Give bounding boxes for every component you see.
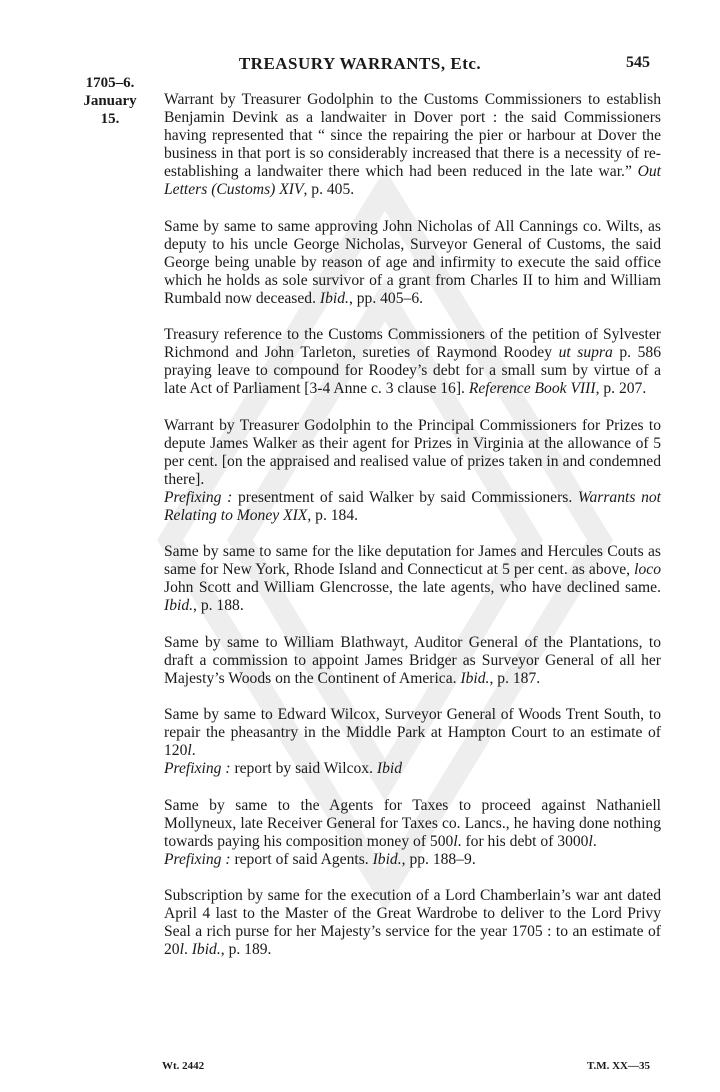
entry-text [164, 218, 661, 308]
body-text: , p. 189. [220, 941, 272, 958]
body-text: . [183, 941, 192, 958]
italic-text: Reference Book VIII [468, 380, 596, 397]
body-text: report of said Agents. [230, 850, 373, 868]
entry-text [164, 706, 661, 760]
entry [164, 326, 661, 398]
italic-text: l [588, 832, 593, 850]
entry [164, 706, 661, 778]
body-text: Same by same to Edward Wilcox, Surveyor General of Woods Trent South, to repair the pheasantry in the Middle Park at Hampton Court to an estimate of 120 [164, 706, 661, 759]
italic-text: l [179, 941, 184, 958]
margin-month: January [83, 93, 137, 109]
entry-prefix [164, 760, 661, 778]
italic-text: Ibid. [191, 941, 221, 958]
entry-text [164, 634, 661, 688]
entry-prefix [164, 489, 661, 525]
body-text: . [592, 832, 597, 850]
body-text: report by said Wilcox. [230, 760, 377, 777]
body-text: , p. 187. [489, 669, 541, 687]
italic-text: l [187, 742, 192, 759]
body-text: Same by same to same for the like deputation for James and Hercules Couts as same for New York, Rhode Island and Connecticut at 5 per cent. as above, [164, 543, 661, 578]
italic-text: l [453, 832, 458, 850]
entry-text [164, 543, 661, 615]
entry [164, 887, 661, 959]
italic-text: Prefixing : [164, 488, 233, 506]
italic-text: Ibid. [460, 669, 490, 687]
margin-year: 1705–6. [85, 75, 135, 91]
body-text: , pp. 405–6. [348, 289, 424, 307]
body-text: Treasury reference to the Customs Commissioners of the petition of Sylvester Richmond and John Tarleton, sureties of Raymond Roodey [164, 326, 661, 361]
italic-text: Out Letters (Customs) XIV [164, 163, 661, 198]
signature-mark: T.M. XX—35 [586, 1060, 650, 1072]
italic-text: loco [634, 561, 661, 578]
margin-date [80, 74, 140, 128]
body-text: John Scott and William Glencrosse, the late agents, who have declined same. [164, 579, 661, 596]
document-body [164, 91, 661, 978]
italic-text: Ibid. [164, 597, 194, 614]
body-text: Subscription by same for the execution of a Lord Chamberlain’s war ant dated April 4 last to the Master of the Great Wardrobe to deliver to the Lord Privy Seal a rich purse for her Majesty’s service for the year 1705 : to an estimate of 20 [164, 887, 661, 958]
entry [164, 634, 661, 688]
entry [164, 218, 661, 308]
body-text: , p. 207. [595, 380, 647, 397]
body-text: . for his debt of 3000 [457, 832, 589, 850]
italic-text: Ibid. [319, 289, 349, 307]
italic-text: Prefixing : [164, 850, 231, 868]
body-text: . [191, 742, 196, 759]
printer-mark: Wt. 2442 [162, 1060, 205, 1072]
italic-text: ut supra [558, 344, 613, 361]
margin-day: 15. [100, 111, 120, 127]
body-text: Same by same to same approving John Nicholas of All Cannings co. Wilts, as deputy to his uncle George Nicholas, Surveyor General of Customs, the said George being unable by reason of age and infirmity to execute the said office which he holds as sole survivor of a grant from Charles II to him and William Rumbald now deceased. [164, 217, 661, 307]
body-text: , p. 184. [307, 506, 359, 524]
page-number: 545 [626, 54, 650, 71]
italic-text: Ibid. [372, 850, 402, 868]
entry-text [164, 326, 661, 398]
body-text: p. 586 praying leave to compound for Roodey’s debt for a small sum by virtue of a late Act of Parliament [3-4 Anne c. 3 clause 16]. [164, 344, 661, 397]
body-text: , p. 188. [193, 597, 244, 614]
entry [164, 543, 661, 615]
entry-text [164, 91, 661, 199]
page-footer [0, 1060, 720, 1076]
italic-text: Prefixing : [164, 760, 231, 777]
body-text: , p. 405. [303, 181, 355, 198]
entry-prefix [164, 851, 661, 869]
entry-text [164, 797, 661, 851]
body-text: presentment of said Walker by said Commissioners. [232, 488, 578, 506]
italic-text: Ibid [376, 760, 402, 777]
body-text: Same by same to William Blathwayt, Auditor General of the Plantations, to draft a commission to appoint James Bridger as Surveyor General of all her Majesty’s Woods on the Continent of America. [164, 633, 661, 687]
body-text: , pp. 188–9. [401, 850, 476, 868]
entry [164, 91, 661, 199]
page-title: TREASURY WARRANTS, Etc. [238, 54, 482, 73]
body-text: Warrant by Treasurer Godolphin to the Customs Commissioners to establish Benjamin Devink as a landwaiter in Dover port : the said Commissioners having represented that “ since the repairing the pier or harbour at Dover the business in that port is so considerably increased that there is a necessity of re-establishing a landwaiter there which had been reduced in the late war.” [164, 91, 661, 180]
entry-text [164, 887, 661, 959]
entry [164, 417, 661, 525]
italic-text: Warrants not Relating to Money XIX [164, 488, 661, 524]
body-text: Same by same to the Agents for Taxes to proceed against Nathaniell Mollyneux, late Receiver General for Taxes co. Lancs., he having done nothing towards paying his composition money of 500 [164, 796, 661, 850]
entry [164, 797, 661, 869]
entry-text [164, 417, 661, 489]
body-text: Warrant by Treasurer Godolphin to the Principal Commissioners for Prizes to depute James Walker as their agent for Prizes in Virginia at the allowance of 5 per cent. [on the appraised and realised value of prizes taken in and condemned there]. [164, 416, 661, 488]
